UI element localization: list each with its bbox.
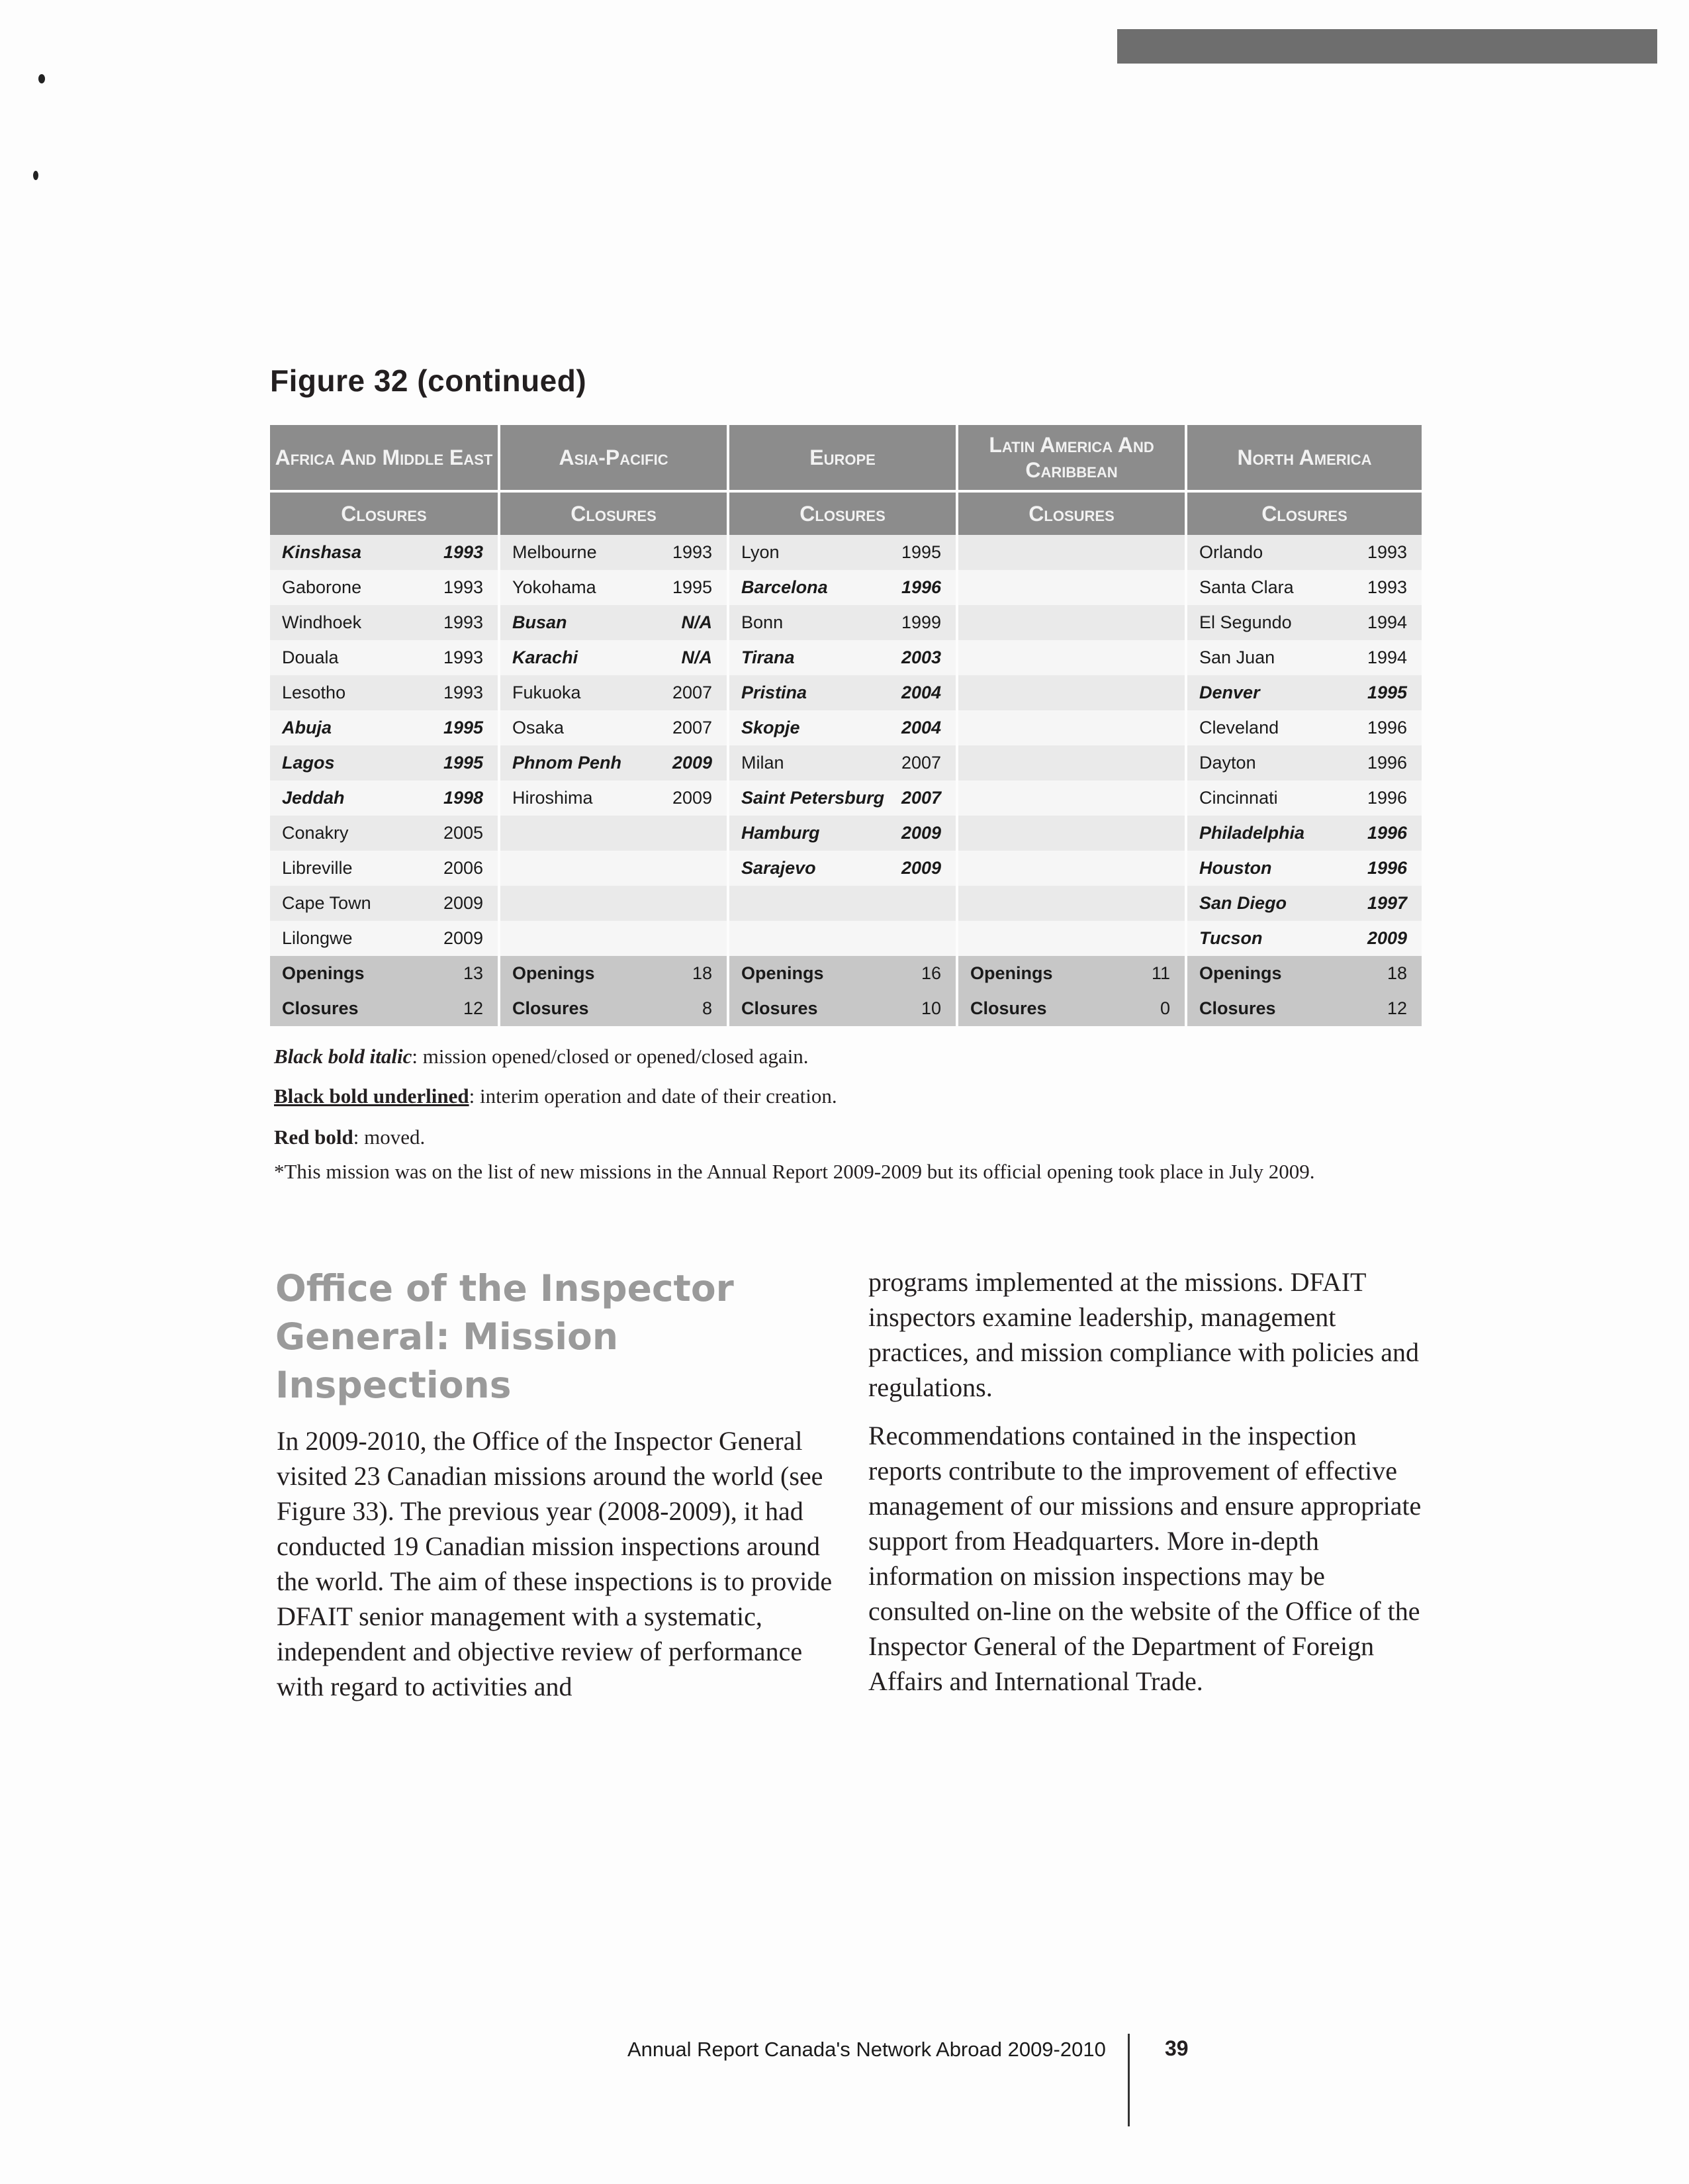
footer-rule	[1128, 2034, 1130, 2126]
mission-name: Bonn	[728, 605, 887, 640]
closure-year: 1994	[1345, 640, 1422, 675]
closures-subheader: Closures	[270, 491, 499, 535]
closure-year: 1995	[429, 710, 499, 745]
mission-name	[957, 886, 1116, 921]
mission-name	[957, 535, 1116, 570]
closure-year	[887, 886, 957, 921]
total-label: Openings	[1186, 956, 1345, 991]
mission-name: Sarajevo	[728, 851, 887, 886]
mission-name: Denver	[1186, 675, 1345, 710]
closure-year: 1995	[1345, 675, 1422, 710]
closure-year: 2004	[887, 675, 957, 710]
mission-name	[957, 781, 1116, 816]
closure-year: 2009	[887, 816, 957, 851]
closure-year: 2007	[658, 675, 728, 710]
total-value: 11	[1116, 956, 1186, 991]
closure-year: 2007	[658, 710, 728, 745]
mission-name: Yokohama	[499, 570, 658, 605]
closure-year: N/A	[658, 605, 728, 640]
page-number: 39	[1165, 2036, 1189, 2060]
scan-speck	[33, 171, 38, 180]
total-label: Closures	[957, 991, 1116, 1026]
mission-name: Pristina	[728, 675, 887, 710]
closure-year: 2009	[658, 745, 728, 781]
table-row	[270, 745, 1422, 781]
mission-name: San Diego	[1186, 886, 1345, 921]
region-header: Europe	[728, 425, 957, 491]
closures-subheader: Closures	[1186, 491, 1422, 535]
mission-name	[499, 851, 658, 886]
mission-name: Phnom Penh	[499, 745, 658, 781]
closure-year	[1116, 745, 1186, 781]
total-value: 12	[1345, 991, 1422, 1026]
closure-year: 1995	[429, 745, 499, 781]
closure-year: 1997	[1345, 886, 1422, 921]
closures-subheader: Closures	[499, 491, 728, 535]
table-row	[270, 710, 1422, 745]
mission-name: Houston	[1186, 851, 1345, 886]
mission-name: Barcelona	[728, 570, 887, 605]
mission-name: Karachi	[499, 640, 658, 675]
mission-name: Orlando	[1186, 535, 1345, 570]
total-label: Closures	[1186, 991, 1345, 1026]
total-value: 13	[429, 956, 499, 991]
total-value: 12	[429, 991, 499, 1026]
table-row	[270, 535, 1422, 570]
header-bar	[1117, 29, 1657, 64]
table-row	[270, 675, 1422, 710]
mission-name	[957, 745, 1116, 781]
mission-name: Douala	[270, 640, 429, 675]
mission-name	[499, 886, 658, 921]
total-label: Openings	[499, 956, 658, 991]
closure-year: 1993	[429, 675, 499, 710]
table-row	[270, 921, 1422, 956]
closure-year	[658, 816, 728, 851]
mission-name	[957, 605, 1116, 640]
closure-year: 1993	[429, 605, 499, 640]
mission-name: Kinshasa	[270, 535, 429, 570]
openings-row	[270, 956, 1422, 991]
mission-name: Osaka	[499, 710, 658, 745]
mission-name: Cape Town	[270, 886, 429, 921]
mission-name	[499, 816, 658, 851]
closure-year	[1116, 921, 1186, 956]
closure-year: 2003	[887, 640, 957, 675]
closure-year	[1116, 886, 1186, 921]
mission-name	[728, 886, 887, 921]
closure-year	[1116, 570, 1186, 605]
table-row	[270, 816, 1422, 851]
closure-year: N/A	[658, 640, 728, 675]
mission-name: Libreville	[270, 851, 429, 886]
closure-year	[1116, 605, 1186, 640]
total-value: 18	[658, 956, 728, 991]
closure-year: 2009	[658, 781, 728, 816]
closure-year: 1995	[658, 570, 728, 605]
section-heading: Office of the Inspector General: Mission Inspections	[275, 1267, 734, 1406]
mission-name: Philadelphia	[1186, 816, 1345, 851]
legend-bold-italic: Black bold italic: mission opened/closed or opened/closed again.	[274, 1045, 809, 1068]
mission-name: Windhoek	[270, 605, 429, 640]
total-label: Openings	[728, 956, 887, 991]
closure-year	[1116, 781, 1186, 816]
total-value: 0	[1116, 991, 1186, 1026]
total-label: Openings	[270, 956, 429, 991]
scan-speck	[38, 74, 45, 83]
closure-year	[1116, 640, 1186, 675]
mission-name: Conakry	[270, 816, 429, 851]
mission-name	[957, 675, 1116, 710]
mission-name: Abuja	[270, 710, 429, 745]
mission-name	[957, 851, 1116, 886]
closure-year: 2009	[429, 886, 499, 921]
mission-name: Melbourne	[499, 535, 658, 570]
closures-subheader: Closures	[728, 491, 957, 535]
closure-year: 2009	[887, 851, 957, 886]
mission-name: Santa Clara	[1186, 570, 1345, 605]
mission-name: Lyon	[728, 535, 887, 570]
mission-name	[957, 640, 1116, 675]
mission-name: Gaborone	[270, 570, 429, 605]
table-row	[270, 851, 1422, 886]
mission-name	[957, 816, 1116, 851]
total-value: 18	[1345, 956, 1422, 991]
closure-year	[1116, 816, 1186, 851]
region-header: Asia-Pacific	[499, 425, 728, 491]
closure-year	[1116, 710, 1186, 745]
mission-name: Saint Petersburg	[728, 781, 887, 816]
legend-footnote: *This mission was on the list of new missions in the Annual Report 2009-2009 but its official opening took place in July 2009.	[274, 1160, 1315, 1183]
mission-name: Cleveland	[1186, 710, 1345, 745]
total-label: Closures	[499, 991, 658, 1026]
closure-year: 1996	[1345, 851, 1422, 886]
closure-year: 1995	[887, 535, 957, 570]
closure-year	[887, 921, 957, 956]
mission-name	[957, 921, 1116, 956]
legend-red-bold: Red bold: moved.	[274, 1125, 426, 1149]
closure-year: 1993	[429, 535, 499, 570]
mission-name: Cincinnati	[1186, 781, 1345, 816]
mission-name: Fukuoka	[499, 675, 658, 710]
closure-year: 2006	[429, 851, 499, 886]
closure-year: 1993	[429, 570, 499, 605]
mission-name	[728, 921, 887, 956]
closure-year: 1996	[1345, 710, 1422, 745]
table-row	[270, 570, 1422, 605]
closure-year: 1994	[1345, 605, 1422, 640]
table-row	[270, 605, 1422, 640]
closure-year	[658, 921, 728, 956]
mission-name: Skopje	[728, 710, 887, 745]
mission-name: Lagos	[270, 745, 429, 781]
closure-year	[658, 851, 728, 886]
mission-name: Hamburg	[728, 816, 887, 851]
closure-year: 1993	[1345, 570, 1422, 605]
closure-year: 2009	[1345, 921, 1422, 956]
closure-year: 2004	[887, 710, 957, 745]
total-label: Openings	[957, 956, 1116, 991]
mission-name: Hiroshima	[499, 781, 658, 816]
paragraph-col2-1: programs implemented at the missions. DFAIT inspectors examine leadership, management practices, and mission compliance with policies and regulations.	[868, 1267, 1419, 1402]
closure-year: 1993	[1345, 535, 1422, 570]
closure-year: 2009	[429, 921, 499, 956]
mission-name: Tucson	[1186, 921, 1345, 956]
mission-name: Lilongwe	[270, 921, 429, 956]
closure-year: 1993	[658, 535, 728, 570]
closure-year	[1116, 851, 1186, 886]
total-value: 8	[658, 991, 728, 1026]
footer-title: Annual Report Canada's Network Abroad 2009-2010	[627, 2038, 1106, 2061]
closure-year: 1996	[887, 570, 957, 605]
figure-title: Figure 32 (continued)	[270, 363, 587, 398]
closure-year: 1998	[429, 781, 499, 816]
mission-name: El Segundo	[1186, 605, 1345, 640]
closure-year: 1996	[1345, 781, 1422, 816]
closure-year: 1996	[1345, 745, 1422, 781]
closure-year: 2005	[429, 816, 499, 851]
closure-year	[1116, 535, 1186, 570]
total-value: 16	[887, 956, 957, 991]
closure-year: 1999	[887, 605, 957, 640]
closures-table	[270, 425, 1422, 1026]
total-value: 10	[887, 991, 957, 1026]
region-header: Latin America And Caribbean	[957, 425, 1186, 491]
total-label: Closures	[728, 991, 887, 1026]
legend-bold-underlined: Black bold underlined: interim operation and date of their creation.	[274, 1084, 837, 1108]
mission-name: Lesotho	[270, 675, 429, 710]
table-row	[270, 640, 1422, 675]
closure-year: 2007	[887, 781, 957, 816]
mission-name: Tirana	[728, 640, 887, 675]
closure-year: 1996	[1345, 816, 1422, 851]
total-label: Closures	[270, 991, 429, 1026]
region-header: Africa And Middle East	[270, 425, 499, 491]
mission-name: Milan	[728, 745, 887, 781]
closures-subheader: Closures	[957, 491, 1186, 535]
closures-total-row	[270, 991, 1422, 1026]
mission-name: Dayton	[1186, 745, 1345, 781]
closure-year	[1116, 675, 1186, 710]
region-header: North America	[1186, 425, 1422, 491]
table-row	[270, 781, 1422, 816]
paragraph-col1: In 2009-2010, the Office of the Inspector General visited 23 Canadian missions around the world (see Figure 33). The previous year (2008-2009), it had conducted 19 Canadian mission inspections around the world. The aim of these inspections is to provide DFAIT senior management with a systematic, independent and objective review of performance with regard to activities and	[277, 1426, 833, 1701]
table-row	[270, 886, 1422, 921]
closure-year	[658, 886, 728, 921]
closure-year: 1993	[429, 640, 499, 675]
mission-name: San Juan	[1186, 640, 1345, 675]
mission-name: Jeddah	[270, 781, 429, 816]
paragraph-col2-2: Recommendations contained in the inspection reports contribute to the improvement of effective management of our missions and ensure appropriate support from Headquarters. More in-depth information on mission inspections may be consulted on-line on the website of the Office of the Inspector General of the Department of Foreign Affairs and International Trade.	[868, 1421, 1422, 1696]
mission-name: Busan	[499, 605, 658, 640]
mission-name	[957, 570, 1116, 605]
mission-name	[499, 921, 658, 956]
closure-year: 2007	[887, 745, 957, 781]
mission-name	[957, 710, 1116, 745]
